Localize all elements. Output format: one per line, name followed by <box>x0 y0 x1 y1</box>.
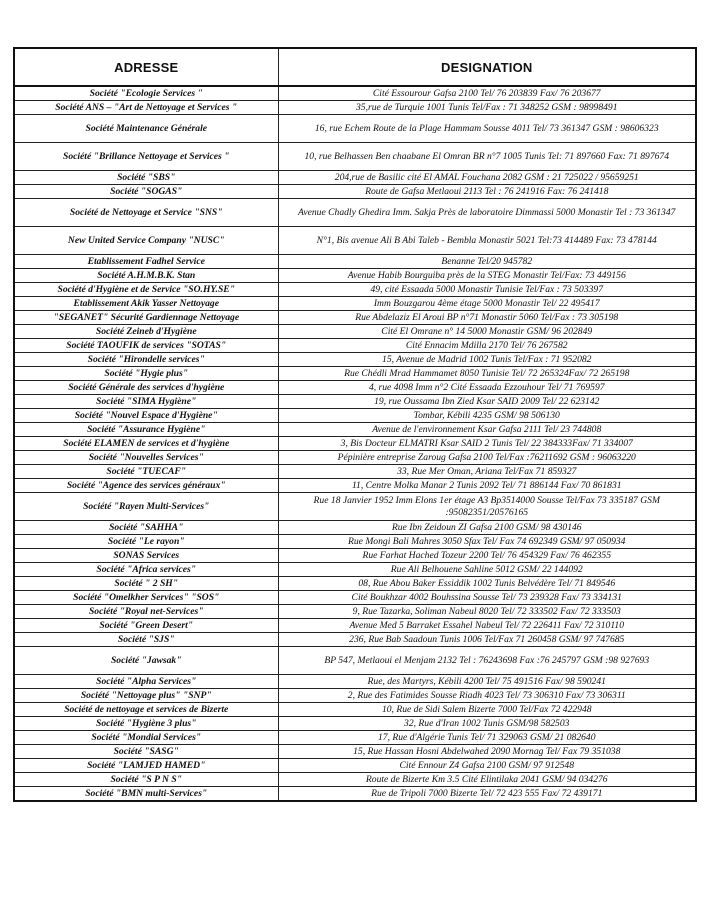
company-address-cell: Benanne Tel/20 945782 <box>278 255 696 269</box>
company-address-cell: Rue Chédli Mrad Hammamet 8050 Tunisie Tel/ 72 265324Fax/ 72 265198 <box>278 367 696 381</box>
company-address-cell: Avenue Chadly Ghedira Imm. Sakja Près de laboratoire Dimmassi 5000 Monastir Tel : 73 361347 <box>278 199 696 227</box>
company-name-cell: Société ELAMEN de services et d'hygiène <box>14 437 278 451</box>
table-body <box>14 86 696 801</box>
table-row <box>14 717 696 731</box>
company-name-cell: Société "Royal net-Services" <box>14 605 278 619</box>
company-address-cell: 32, Rue d'Iran 1002 Tunis GSM/98 582503 <box>278 717 696 731</box>
company-name-cell: Société d'Hygiène et de Service "SO.HY.SE" <box>14 283 278 297</box>
table-row <box>14 185 696 199</box>
company-name-cell: "SEGANET" Sécurité Gardiennage Nettoyage <box>14 311 278 325</box>
table-row <box>14 633 696 647</box>
company-name-cell: Société "Jawsak" <box>14 647 278 675</box>
table-row <box>14 689 696 703</box>
company-name-cell: Société " 2 SH" <box>14 577 278 591</box>
table-row <box>14 451 696 465</box>
company-address-cell: 35,rue de Turquie 1001 Tunis Tel/Fax : 71 348252 GSM : 98998491 <box>278 101 696 115</box>
company-address-cell: 10, rue Belhassen Ben chaabane El Omran BR n°7 1005 Tunis Tel: 71 897660 Fax: 71 897674 <box>278 143 696 171</box>
company-name-cell: Société "SOGAS" <box>14 185 278 199</box>
table-row <box>14 493 696 521</box>
company-address-cell: Rue Farhat Hached Tozeur 2200 Tel/ 76 454329 Fax/ 76 462355 <box>278 549 696 563</box>
table-row <box>14 759 696 773</box>
company-name-cell: Société "Le rayon" <box>14 535 278 549</box>
table-row <box>14 591 696 605</box>
table-row <box>14 577 696 591</box>
table-row <box>14 199 696 227</box>
company-name-cell: SONAS Services <box>14 549 278 563</box>
table-row <box>14 395 696 409</box>
company-address-cell: Tombar, Kébili 4235 GSM/ 98 506130 <box>278 409 696 423</box>
company-name-cell: Société "Alpha Services" <box>14 675 278 689</box>
company-name-cell: Société Maintenance Générale <box>14 115 278 143</box>
table-row <box>14 269 696 283</box>
company-name-cell: Société "SBS" <box>14 171 278 185</box>
company-address-cell: 2, Rue des Fatimides Sousse Riadh 4023 Tel/ 73 306310 Fax/ 73 306311 <box>278 689 696 703</box>
company-address-cell: Route de Bizerte Km 3.5 Cité Elintilaka 2041 GSM/ 94 034276 <box>278 773 696 787</box>
table-row <box>14 143 696 171</box>
company-name-cell: Société de nettoyage et services de Bizerte <box>14 703 278 717</box>
header-adresse: ADRESSE <box>14 48 278 86</box>
company-address-cell: Pépinière entreprise Zaroug Gafsa 2100 Tel/Fax :76211692 GSM : 96063220 <box>278 451 696 465</box>
table-row <box>14 101 696 115</box>
company-name-cell: Société "Hygie plus" <box>14 367 278 381</box>
company-name-cell: Société "Mondial Services" <box>14 731 278 745</box>
table-row <box>14 563 696 577</box>
company-address-cell: 10, Rue de Sidi Salem Bizerte 7000 Tel/Fax 72 422948 <box>278 703 696 717</box>
table-header-row <box>14 48 696 86</box>
company-address-cell: Rue, des Martyrs, Kébili 4200 Tel/ 75 491516 Fax/ 98 590241 <box>278 675 696 689</box>
table-row <box>14 283 696 297</box>
table-row <box>14 731 696 745</box>
table-row <box>14 339 696 353</box>
company-address-cell: Avenue Habib Bourguiba près de la STEG Monastir Tel/Fax: 73 449156 <box>278 269 696 283</box>
table-row <box>14 773 696 787</box>
company-address-cell: 204,rue de Basilic cité El AMAL Fouchana 2082 GSM : 21 725022 / 95659251 <box>278 171 696 185</box>
company-name-cell: Société "Nouvelles Services" <box>14 451 278 465</box>
company-address-cell: BP 547, Metlaoui el Menjam 2132 Tel : 76243698 Fax :76 245797 GSM :98 927693 <box>278 647 696 675</box>
company-name-cell: Société "Africa services" <box>14 563 278 577</box>
table-row <box>14 227 696 255</box>
table-row <box>14 535 696 549</box>
company-name-cell: Société "Nouvel Espace d'Hygiène" <box>14 409 278 423</box>
company-name-cell: Société "Ecologie Services " <box>14 86 278 101</box>
table-row <box>14 409 696 423</box>
company-name-cell: Société "S P N S" <box>14 773 278 787</box>
table-row <box>14 605 696 619</box>
company-name-cell: Société "Hygiène 3 plus" <box>14 717 278 731</box>
company-name-cell: Société "SAHHA" <box>14 521 278 535</box>
company-name-cell: Société "Nettoyage plus" "SNP" <box>14 689 278 703</box>
company-address-cell: Cité El Omrane n° 14 5000 Monastir GSM/ 96 202849 <box>278 325 696 339</box>
table-row <box>14 521 696 535</box>
company-address-cell: Rue Ibn Zeidoun ZI Gafsa 2100 GSM/ 98 430146 <box>278 521 696 535</box>
table-row <box>14 675 696 689</box>
table-row <box>14 86 696 101</box>
company-name-cell: Société "Rayen Multi-Services" <box>14 493 278 521</box>
company-name-cell: Société "Green Desert" <box>14 619 278 633</box>
table-row <box>14 745 696 759</box>
company-address-cell: Rue de Tripoli 7000 Bizerte Tel/ 72 423 555 Fax/ 72 439171 <box>278 787 696 802</box>
table-row <box>14 479 696 493</box>
table-row <box>14 353 696 367</box>
company-name-cell: Société "Hirondelle services" <box>14 353 278 367</box>
company-address-cell: 49, cité Essaada 5000 Monastir Tunisie Tel/Fax : 73 503397 <box>278 283 696 297</box>
company-address-cell: Cité Ennacim Mdilla 2170 Tel/ 76 267582 <box>278 339 696 353</box>
table-row <box>14 787 696 802</box>
company-name-cell: Société "SASG" <box>14 745 278 759</box>
table-row <box>14 647 696 675</box>
company-name-cell: Société ANS – "Art de Nettoyage et Services " <box>14 101 278 115</box>
company-address-cell: 16, rue Echem Route de la Plage Hammam Sousse 4011 Tel/ 73 361347 GSM : 98606323 <box>278 115 696 143</box>
company-address-cell: 4, rue 4098 Imm n°2 Cité Essaada Ezzouhour Tel/ 71 769597 <box>278 381 696 395</box>
company-address-cell: 17, Rue d'Algérie Tunis Tel/ 71 329063 GSM/ 21 082640 <box>278 731 696 745</box>
company-address-cell: N°1, Bis avenue Ali B Abi Taleb - Bembla Monastir 5021 Tel:73 414489 Fax: 73 478144 <box>278 227 696 255</box>
company-name-cell: Société "LAMJED HAMED" <box>14 759 278 773</box>
company-name-cell: Société Zeineb d'Hygiène <box>14 325 278 339</box>
company-address-cell: Avenue Med 5 Barraket Essahel Nabeul Tel/ 72 226411 Fax/ 72 310110 <box>278 619 696 633</box>
table-row <box>14 549 696 563</box>
company-name-cell: Société de Nettoyage et Service "SNS" <box>14 199 278 227</box>
table-row <box>14 311 696 325</box>
company-name-cell: Société "Brillance Nettoyage et Services " <box>14 143 278 171</box>
table-row <box>14 367 696 381</box>
company-name-cell: Société "SJS" <box>14 633 278 647</box>
company-address-cell: Cité Boukhzar 4002 Bouhssina Sousse Tel/ 73 239328 Fax/ 73 334131 <box>278 591 696 605</box>
header-designation: DESIGNATION <box>278 48 696 86</box>
company-name-cell: Société "Omelkher Services" "SOS" <box>14 591 278 605</box>
company-name-cell: Société Générale des services d'hygiène <box>14 381 278 395</box>
company-name-cell: Société "BMN multi-Services" <box>14 787 278 802</box>
company-name-cell: New United Service Company "NUSC" <box>14 227 278 255</box>
table-row <box>14 381 696 395</box>
document-page <box>13 47 695 802</box>
table-row <box>14 297 696 311</box>
company-address-cell: 33, Rue Mer Oman, Ariana Tel/Fax 71 859327 <box>278 465 696 479</box>
company-address-cell: 15, Rue Hassan Hosni Abdelwahed 2090 Mornag Tel/ Fax 79 351038 <box>278 745 696 759</box>
company-address-cell: 19, rue Oussama Ibn Zied Ksar SAID 2009 Tel/ 22 623142 <box>278 395 696 409</box>
company-name-cell: Société "TUECAF" <box>14 465 278 479</box>
company-name-cell: Etablissement Fadhel Service <box>14 255 278 269</box>
table-row <box>14 171 696 185</box>
company-name-cell: Etablissement Akik Yasser Nettoyage <box>14 297 278 311</box>
table-row <box>14 255 696 269</box>
company-address-cell: Rue Abdelaziz El Aroui BP n°71 Monastir 5060 Tel/Fax : 73 305198 <box>278 311 696 325</box>
table-row <box>14 703 696 717</box>
company-address-cell: Cité Essourour Gafsa 2100 Tel/ 76 203839 Fax/ 76 203677 <box>278 86 696 101</box>
company-address-cell: Avenue de l'environnement Ksar Gafsa 2111 Tel/ 23 744808 <box>278 423 696 437</box>
company-address-cell: 9, Rue Tazarka, Soliman Nabeul 8020 Tel/ 72 333502 Fax/ 72 333503 <box>278 605 696 619</box>
company-address-cell: Cité Ennour Z4 Gafsa 2100 GSM/ 97 912548 <box>278 759 696 773</box>
company-name-cell: Société "SIMA Hygiène" <box>14 395 278 409</box>
company-address-cell: Rue Mongi Bali Mahres 3050 Sfax Tel/ Fax 74 692349 GSM/ 97 050934 <box>278 535 696 549</box>
company-address-cell: 08, Rue Abou Baker Essiddik 1002 Tunis Belvédère Tel/ 71 849546 <box>278 577 696 591</box>
company-name-cell: Société TAOUFIK de services "SOTAS" <box>14 339 278 353</box>
company-address-cell: Imm Bouzgarou 4ème étage 5000 Monastir Tel/ 22 495417 <box>278 297 696 311</box>
company-address-cell: Rue 18 Janvier 1952 Imm Elons 1er étage A3 Bp3514000 Sousse Tel/Fax 73 335187 GSM :95082351/20576165 <box>278 493 696 521</box>
company-address-cell: 3, Bis Docteur ELMATRI Ksar SAID 2 Tunis Tel/ 22 384333Fax/ 71 334007 <box>278 437 696 451</box>
table-row <box>14 423 696 437</box>
company-name-cell: Société "Agence des services généraux" <box>14 479 278 493</box>
company-address-cell: 15, Avenue de Madrid 1002 Tunis Tel/Fax : 71 952082 <box>278 353 696 367</box>
table-row <box>14 437 696 451</box>
company-name-cell: Société A.H.M.B.K. Stan <box>14 269 278 283</box>
company-address-cell: 11, Centre Molka Manar 2 Tunis 2092 Tel/ 71 886144 Fax/ 70 861831 <box>278 479 696 493</box>
company-address-cell: Rue Ali Belhouene Sahline 5012 GSM/ 22 144092 <box>278 563 696 577</box>
company-address-cell: 236, Rue Bab Saadoun Tunis 1006 Tel/Fax 71 260458 GSM/ 97 747685 <box>278 633 696 647</box>
table-row <box>14 115 696 143</box>
company-address-cell: Route de Gafsa Metlaoui 2113 Tel : 76 241916 Fax: 76 241418 <box>278 185 696 199</box>
companies-table <box>13 47 697 802</box>
table-row <box>14 325 696 339</box>
table-row <box>14 619 696 633</box>
table-row <box>14 465 696 479</box>
company-name-cell: Société "Assurance Hygiène" <box>14 423 278 437</box>
